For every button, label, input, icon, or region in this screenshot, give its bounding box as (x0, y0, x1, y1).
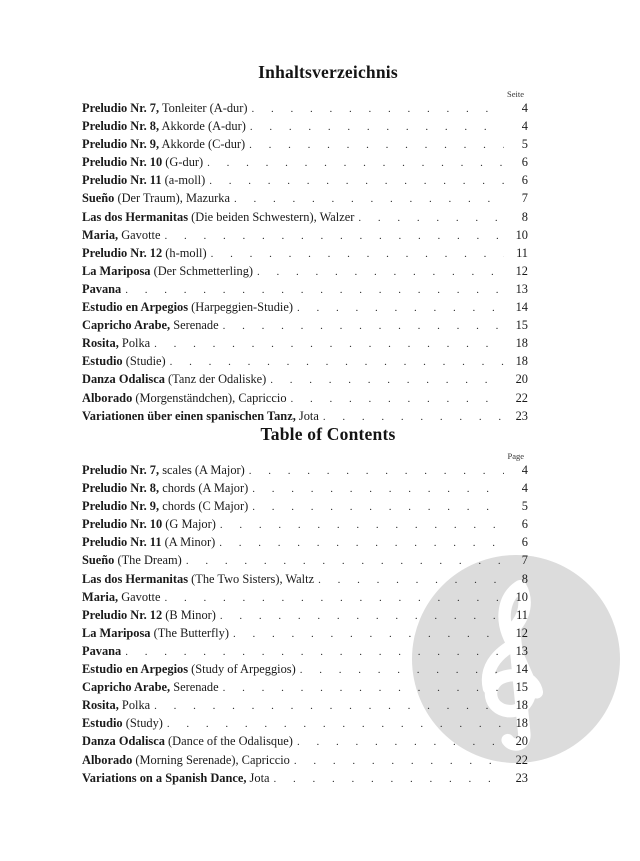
toc-entry (82, 316, 528, 334)
toc-page-number: 12 (515, 625, 528, 640)
dot-leader (207, 154, 504, 172)
toc-entry-subtitle: (Dance of the Odalisque) (164, 734, 293, 749)
toc-page-number: 6 (521, 155, 528, 170)
toc-entry-title (82, 624, 229, 642)
dot-leader (250, 118, 504, 136)
toc-entry-subtitle: (The Butterfly) (150, 625, 229, 640)
toc-entry (82, 533, 528, 551)
toc-entry-work-title: Preludio Nr. 7, (82, 101, 160, 115)
dot-leader (219, 534, 504, 552)
toc-entry-work-title: Preludio Nr. 12 (82, 607, 163, 622)
toc-entry-subtitle: (a-moll) (161, 173, 206, 188)
toc-entry-work-title: Estudio en Arpegios (82, 662, 189, 677)
toc-entry-title (82, 389, 287, 407)
toc-entry-title (82, 660, 296, 678)
dot-leader (186, 552, 504, 570)
dot-leader (220, 516, 504, 534)
toc-entry (82, 479, 528, 497)
toc-entry-work-title: Preludio Nr. 10 (82, 517, 163, 532)
toc-entry-work-title: Estudio en Arpegios (82, 300, 189, 315)
toc-entry-subtitle: Jota (295, 408, 319, 423)
contents-german-section (0, 62, 640, 425)
dot-leader (209, 172, 504, 190)
toc-entry (82, 226, 528, 244)
dot-leader (251, 100, 504, 118)
toc-page-number: 4 (521, 463, 528, 477)
toc-entry (82, 570, 528, 588)
toc-page-number: 7 (521, 191, 528, 206)
toc-entry-title (82, 732, 293, 750)
toc-entry-work-title: Preludio Nr. 11 (82, 173, 162, 188)
toc-entry-work-title: La Mariposa (82, 263, 151, 278)
toc-entry-title (82, 226, 160, 244)
toc-entry-title (82, 316, 219, 334)
dot-leader (291, 390, 504, 408)
dot-leader (300, 661, 504, 679)
toc-entry-subtitle: (G Major) (162, 517, 216, 532)
toc-entry-subtitle: Serenade (170, 318, 219, 333)
toc-page-number: 8 (521, 209, 528, 224)
dot-leader (223, 317, 504, 335)
toc-page-number: 13 (515, 281, 528, 296)
toc-entry-title (82, 551, 182, 569)
toc-entry-title (82, 515, 216, 533)
dot-leader (274, 770, 504, 788)
toc-entry (82, 189, 528, 207)
toc-entry-subtitle: Polka (118, 698, 151, 713)
toc-entry (82, 660, 528, 678)
toc-entry-work-title: Sueño (82, 191, 115, 206)
toc-entry-subtitle: chords (A Major) (159, 481, 249, 496)
toc-entry-work-title: Pavana (82, 643, 122, 658)
toc-entry-subtitle: (Die beiden Schwestern), Walzer (188, 209, 355, 224)
toc-entry-subtitle: (Der Traum), Mazurka (114, 191, 230, 206)
toc-page-number: 15 (515, 318, 528, 333)
dot-leader (252, 480, 504, 498)
toc-page-number: 18 (515, 354, 528, 369)
toc-entry-subtitle: (The Two Sisters), Waltz (188, 571, 315, 586)
toc-title-english: Table of Contents (260, 424, 396, 444)
toc-entry-title (82, 117, 246, 135)
toc-entry-subtitle: Tonleiter (A-dur) (159, 101, 248, 115)
toc-entry (82, 352, 528, 370)
toc-entry-work-title: Estudio (82, 716, 123, 731)
toc-entry (82, 624, 528, 642)
toc-entry (82, 262, 528, 280)
toc-entry (82, 714, 528, 732)
toc-entry-subtitle: chords (C Major) (159, 499, 249, 514)
toc-page-number: 8 (521, 571, 528, 586)
toc-entry-title (82, 99, 247, 117)
toc-entry (82, 135, 528, 153)
page-column-label-german: Seite (507, 89, 524, 99)
toc-entry (82, 334, 528, 352)
toc-entry (82, 732, 528, 750)
toc-page-number: 4 (521, 119, 528, 134)
toc-entry-work-title: Las dos Hermanitas (82, 209, 189, 224)
dot-leader (170, 353, 504, 371)
toc-entry-subtitle: (Morgenständchen), Capriccio (132, 390, 287, 405)
toc-entry-title (82, 751, 290, 769)
toc-entry (82, 515, 528, 533)
toc-page-number: 15 (515, 680, 528, 695)
toc-entry-work-title: Capricho Arabe, (82, 318, 171, 333)
toc-entry-subtitle: Serenade (170, 680, 219, 695)
dot-leader (220, 607, 504, 625)
toc-entry-work-title: Preludio Nr. 11 (82, 535, 162, 550)
toc-entry (82, 389, 528, 407)
toc-entry-subtitle: (Harpeggien-Studie) (188, 300, 293, 315)
dot-leader (252, 498, 504, 516)
toc-entry-work-title: Las dos Hermanitas (82, 571, 189, 586)
toc-page-number: 5 (521, 499, 528, 514)
toc-entry-title (82, 497, 248, 515)
toc-entry (82, 551, 528, 569)
toc-list-english (82, 461, 528, 787)
toc-entry-subtitle: Gavotte (118, 227, 161, 242)
toc-entry-work-title: Danza Odalisca (82, 734, 165, 749)
page-column-label-english: Page (507, 451, 524, 461)
toc-page-number: 4 (521, 481, 528, 496)
toc-entry-subtitle: Gavotte (118, 589, 161, 604)
toc-entry-subtitle: Akkorde (C-dur) (159, 137, 246, 152)
toc-entry-title (82, 298, 293, 316)
toc-entry-work-title: Preludio Nr. 10 (82, 155, 163, 170)
toc-entry (82, 678, 528, 696)
toc-page-number: 20 (515, 734, 528, 749)
toc-page-number: 14 (515, 300, 528, 315)
toc-entry (82, 99, 528, 117)
toc-entry-title (82, 407, 319, 425)
toc-entry-work-title: Variations on a Spanish Dance, (82, 770, 247, 785)
toc-page-number: 22 (515, 390, 528, 405)
toc-entry-title (82, 461, 245, 479)
dot-leader (270, 371, 504, 389)
toc-page-number: 20 (515, 372, 528, 387)
dot-leader (249, 462, 504, 480)
toc-entry-subtitle: (Morning Serenade), Capriccio (132, 752, 290, 767)
toc-entry-title (82, 135, 245, 153)
toc-page-number: 6 (521, 173, 528, 188)
toc-entry (82, 280, 528, 298)
toc-entry-subtitle: (A Minor) (161, 535, 216, 550)
dot-leader (125, 643, 504, 661)
toc-page-number: 10 (515, 227, 528, 242)
toc-page-number: 6 (521, 517, 528, 532)
toc-entry-title (82, 714, 163, 732)
toc-entry (82, 696, 528, 714)
dot-leader (358, 209, 504, 227)
toc-entry-title (82, 533, 215, 551)
toc-entry-work-title: Preludio Nr. 12 (82, 245, 163, 260)
dot-leader (167, 715, 504, 733)
toc-entry-subtitle: (Der Schmetterling) (150, 263, 254, 278)
toc-entry-subtitle: Jota (246, 770, 270, 785)
dot-leader (297, 733, 504, 751)
toc-entry (82, 244, 528, 262)
dot-leader (154, 697, 504, 715)
toc-entry-title (82, 189, 230, 207)
toc-entry-title (82, 642, 121, 660)
toc-entry (82, 588, 528, 606)
toc-entry-work-title: Sueño (82, 553, 115, 568)
toc-entry (82, 769, 528, 787)
toc-entry-subtitle: (Study of Arpeggios) (188, 662, 296, 677)
dot-leader (257, 263, 504, 281)
toc-entry-work-title: Rosita, (82, 698, 119, 713)
toc-page-number: 12 (515, 263, 528, 278)
toc-entry-subtitle: (Tanz der Odaliske) (164, 372, 267, 387)
toc-entry-title (82, 370, 266, 388)
toc-entry-title (82, 244, 207, 262)
toc-entry-work-title: Preludio Nr. 9, (82, 499, 160, 514)
toc-entry (82, 153, 528, 171)
toc-entry-work-title: Alborado (82, 390, 133, 405)
toc-entry-subtitle: (Study) (122, 716, 163, 731)
toc-title-german: Inhaltsverzeichnis (258, 62, 398, 82)
toc-entry-work-title: Preludio Nr. 8, (82, 481, 160, 496)
toc-list-german (82, 99, 528, 425)
dot-leader (323, 408, 504, 426)
toc-entry-subtitle: scales (A Major) (159, 463, 245, 477)
toc-page-number: 4 (521, 101, 528, 115)
toc-entry-work-title: Variationen über einen spanischen Tanz, (82, 408, 296, 423)
dot-leader (164, 227, 504, 245)
toc-entry-title (82, 588, 160, 606)
toc-entry-subtitle: (G-dur) (162, 155, 204, 170)
toc-entry-work-title: Preludio Nr. 9, (82, 137, 160, 152)
toc-entry-title (82, 208, 354, 226)
toc-entry (82, 298, 528, 316)
toc-entry-title (82, 280, 121, 298)
dot-leader (125, 281, 504, 299)
toc-entry-work-title: La Mariposa (82, 625, 151, 640)
toc-entry-work-title: Alborado (82, 752, 133, 767)
toc-entry (82, 751, 528, 769)
toc-entry-work-title: Estudio (82, 354, 123, 369)
toc-page-number: 18 (515, 698, 528, 713)
toc-page-number: 11 (516, 607, 528, 622)
toc-entry (82, 208, 528, 226)
toc-entry (82, 407, 528, 425)
toc-entry (82, 497, 528, 515)
toc-entry-subtitle: (The Dream) (114, 553, 182, 568)
toc-entry-work-title: Rosita, (82, 336, 119, 351)
toc-entry-work-title: Preludio Nr. 7, (82, 463, 160, 477)
dot-leader (249, 136, 504, 154)
toc-entry-subtitle: (B Minor) (162, 607, 216, 622)
toc-entry (82, 642, 528, 660)
toc-entry-subtitle: Akkorde (A-dur) (159, 119, 246, 134)
toc-page-number: 13 (515, 643, 528, 658)
toc-entry-title (82, 153, 203, 171)
toc-entry-title (82, 352, 166, 370)
toc-entry-title (82, 262, 253, 280)
toc-page-number: 18 (515, 336, 528, 351)
dot-leader (297, 299, 504, 317)
contents-english-section (0, 424, 640, 787)
toc-page-number: 5 (521, 137, 528, 152)
toc-entry-title (82, 171, 205, 189)
toc-entry-subtitle: Polka (118, 336, 151, 351)
toc-entry-title (82, 479, 248, 497)
toc-entry (82, 171, 528, 189)
toc-entry-title (82, 334, 150, 352)
toc-page-number: 11 (516, 245, 528, 260)
dot-leader (234, 190, 504, 208)
toc-page-number: 22 (515, 752, 528, 767)
toc-page-number: 18 (515, 716, 528, 731)
toc-entry (82, 606, 528, 624)
toc-entry-title (82, 606, 216, 624)
toc-entry (82, 461, 528, 479)
toc-entry-work-title: Maria, (82, 227, 119, 242)
dot-leader (294, 752, 504, 770)
toc-entry-work-title: Maria, (82, 589, 119, 604)
toc-entry-work-title: Danza Odalisca (82, 372, 165, 387)
toc-page-number: 23 (515, 770, 528, 785)
toc-entry-subtitle: (Studie) (122, 354, 166, 369)
dot-leader (154, 335, 504, 353)
toc-entry-title (82, 769, 270, 787)
toc-entry-work-title: Preludio Nr. 8, (82, 119, 160, 134)
dot-leader (223, 679, 504, 697)
toc-entry-title (82, 570, 314, 588)
toc-entry (82, 370, 528, 388)
toc-entry-title (82, 696, 150, 714)
toc-page-number: 10 (515, 589, 528, 604)
toc-entry-subtitle: (h-moll) (162, 245, 207, 260)
toc-page-number: 14 (515, 662, 528, 677)
dot-leader (211, 245, 504, 263)
toc-entry-work-title: Pavana (82, 281, 122, 296)
toc-page-number: 7 (521, 553, 528, 568)
dot-leader (233, 625, 504, 643)
dot-leader (164, 589, 504, 607)
toc-entry-work-title: Capricho Arabe, (82, 680, 171, 695)
toc-entry (82, 117, 528, 135)
toc-page-number: 23 (515, 408, 528, 423)
toc-page-number: 6 (521, 535, 528, 550)
toc-entry-title (82, 678, 219, 696)
dot-leader (318, 571, 504, 589)
